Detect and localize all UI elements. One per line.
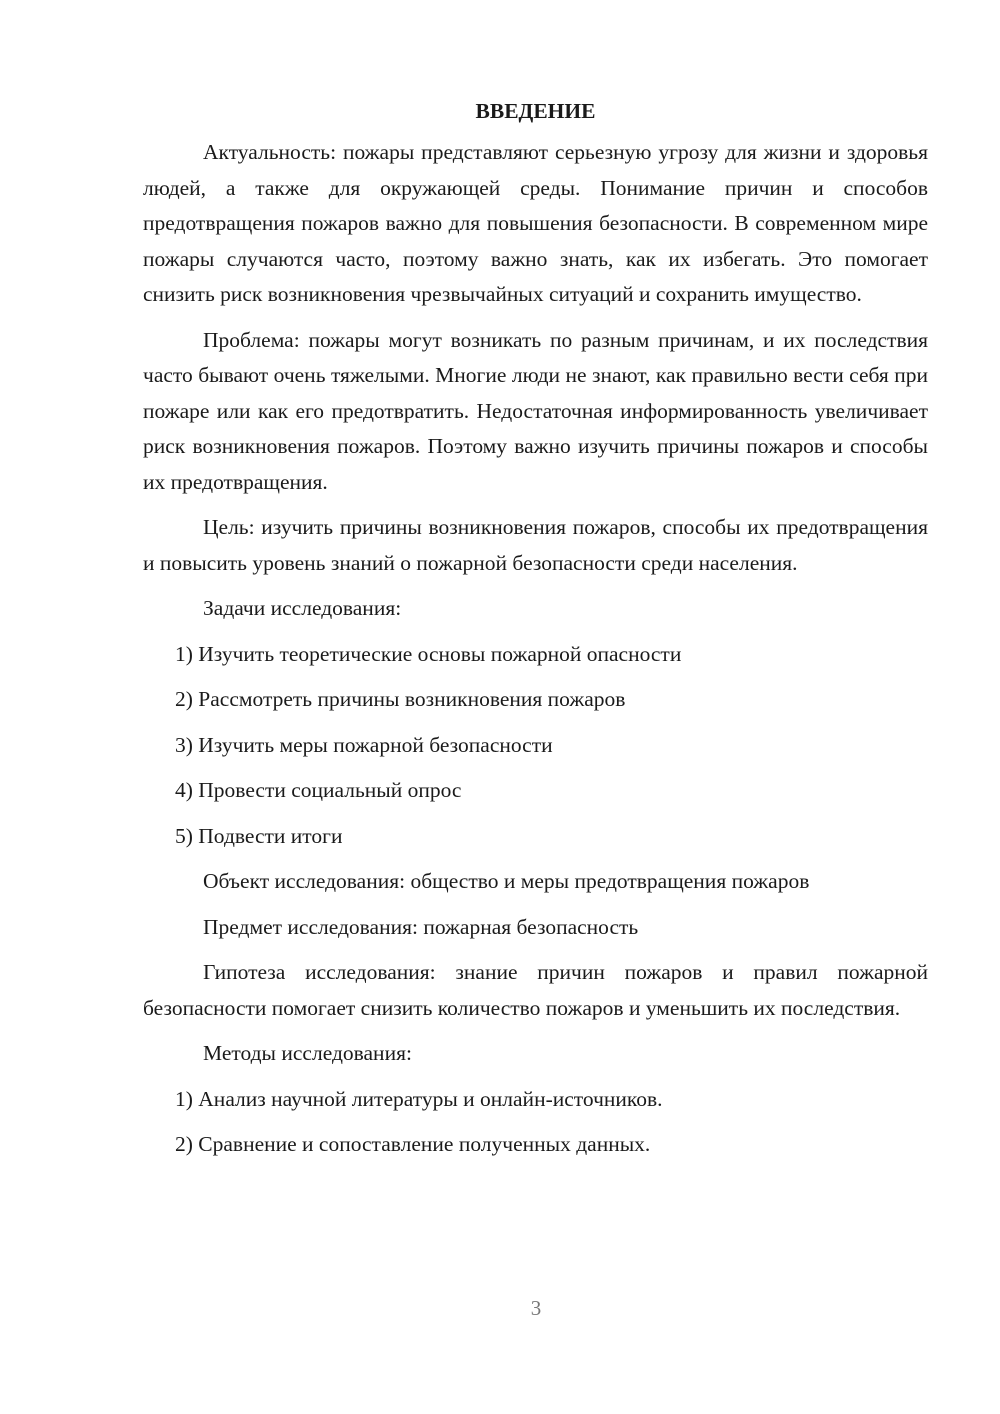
method-item: 2) Сравнение и сопоставление полученных данных. bbox=[175, 1132, 651, 1156]
task-item: 5) Подвести итоги bbox=[175, 823, 343, 848]
task-item: 3) Изучить меры пожарной безопасности bbox=[175, 732, 553, 757]
task-item: 4) Провести социальный опрос bbox=[175, 778, 462, 802]
page-number: 3 bbox=[530, 1296, 542, 1320]
task-item: 2) Рассмотреть причины возникновения пожаров bbox=[175, 687, 626, 711]
goal-paragraph: Цель: изучить причины возникновения пожаров, способы их предотвращения и повысить уровень знаний о пожарной безопасности среди населения. bbox=[143, 515, 928, 575]
subject-line: Предмет исследования: пожарная безопасность bbox=[203, 914, 639, 939]
hypothesis-paragraph: Гипотеза исследования: знание причин пожаров и правил пожарной безопасности помогает снизить количество пожаров и уменьшить их последствия. bbox=[143, 960, 928, 1020]
page-content bbox=[143, 96, 928, 1173]
tasks-title: Задачи исследования: bbox=[203, 596, 402, 620]
problem-paragraph: Проблема: пожары могут возникать по разным причинам, и их последствия часто бывают очень тяжелыми. Многие люди не знают, как правильно вести себя при пожаре или как его предотвратить. Недостаточная информированность увеличивает риск возникновения пожаров. Поэтому важно изучить причины пожаров и способы их предотвращения. bbox=[143, 327, 928, 494]
object-line: Объект исследования: общество и меры предотвращения пожаров bbox=[203, 869, 810, 893]
method-item: 1) Анализ научной литературы и онлайн-источников. bbox=[175, 1086, 663, 1111]
relevance-paragraph: Актуальность: пожары представляют серьезную угрозу для жизни и здоровья людей, а также для окружающей среды. Понимание причин и способов предотвращения пожаров важно для повышения безопасности. В современном мире пожары случаются часто, поэтому важно знать, как их избегать. Это помогает снизить риск возникновения чрезвычайных ситуаций и сохранить имущество. bbox=[143, 140, 928, 306]
page-heading: ВВЕДЕНИЕ bbox=[475, 99, 596, 123]
task-item: 1) Изучить теоретические основы пожарной опасности bbox=[175, 641, 682, 666]
methods-title: Методы исследования: bbox=[203, 1041, 412, 1065]
